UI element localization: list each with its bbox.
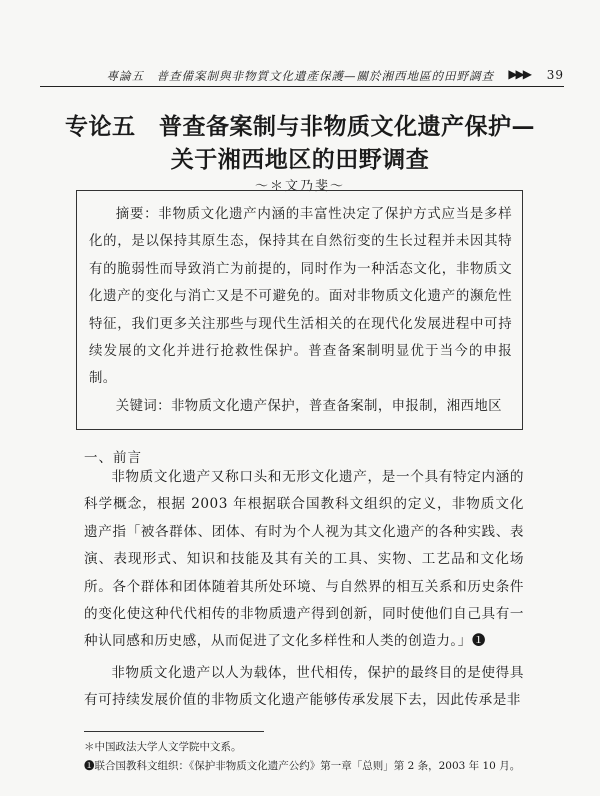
footnote-citation: ❶联合国教科文组织：《保护非物质文化遗产公约》第一章「总则」第 2 条，2003 年 10 月。 (84, 760, 521, 772)
arrow-marker-icon: ▶▶▶ (508, 67, 530, 81)
abstract-box (76, 190, 523, 430)
section-heading: 一、前言 (84, 450, 142, 466)
article-title-line-1: 专论五 普查备案制与非物质文化遗产保护— (65, 113, 535, 140)
page-number: 39 (546, 68, 564, 82)
keywords: 关键词：非物质文化遗产保护，普查备案制，申报制，湘西地区 (115, 398, 502, 414)
footnote-divider (84, 731, 264, 732)
footnote-affiliation: ＊中国政法大学人文学院中文系。 (84, 741, 242, 753)
paragraph: 非物质文化遗产以人为载体，世代相传，保护的最终目的是使得具有可持续发展价值的非物质文化遗产能够传承发展下去，因此传承是非 (84, 664, 524, 709)
body-text (84, 464, 524, 715)
paragraph: 非物质文化遗产又称口头和无形文化遗产，是一个具有特定内涵的科学概念，根据 2003 年根据联合国教科文组织的定义，非物质文化遗产指「被各群体、团体、有时为个人视为其文化遗产的各种实践、表演、表现形式、知识和技能及其有关的工具、实物、工艺品和文化场所。各个群体和团体随着其所处环境、与自然界的相互关系和历史条件的变化使这种代代相传的非物质遗产得到创新，同时使他们自己具有一种认同感和历史感，从而促进了文化多样性和人类的创造力。」❶ (84, 469, 524, 650)
article-title-line-2: 关于湘西地区的田野调查 (170, 146, 430, 173)
running-header (40, 64, 564, 87)
author-byline: ～＊文乃斐～ (254, 179, 345, 194)
footnotes (84, 738, 534, 776)
running-title: 專論五 普查備案制與非物質文化遺產保護—關於湘西地區的田野調查 (106, 69, 494, 83)
abstract-text: 摘要：非物质文化遗产内涵的丰富性决定了保护方式应当是多样化的，是以保持其原生态，保持其在自然衍变的生长过程并未因其特有的脆弱性而导致消亡为前提的，同时作为一种活态文化，非物质文化遗产的变化与消亡又是不可避免的。面对非物质文化遗产的濒危性特征，我们更多关注那些与现代生活相关的在现代化发展进程中可持续发展的文化并进行抢救性保护。普查备案制明显优于当今的申报制。 (89, 207, 512, 387)
